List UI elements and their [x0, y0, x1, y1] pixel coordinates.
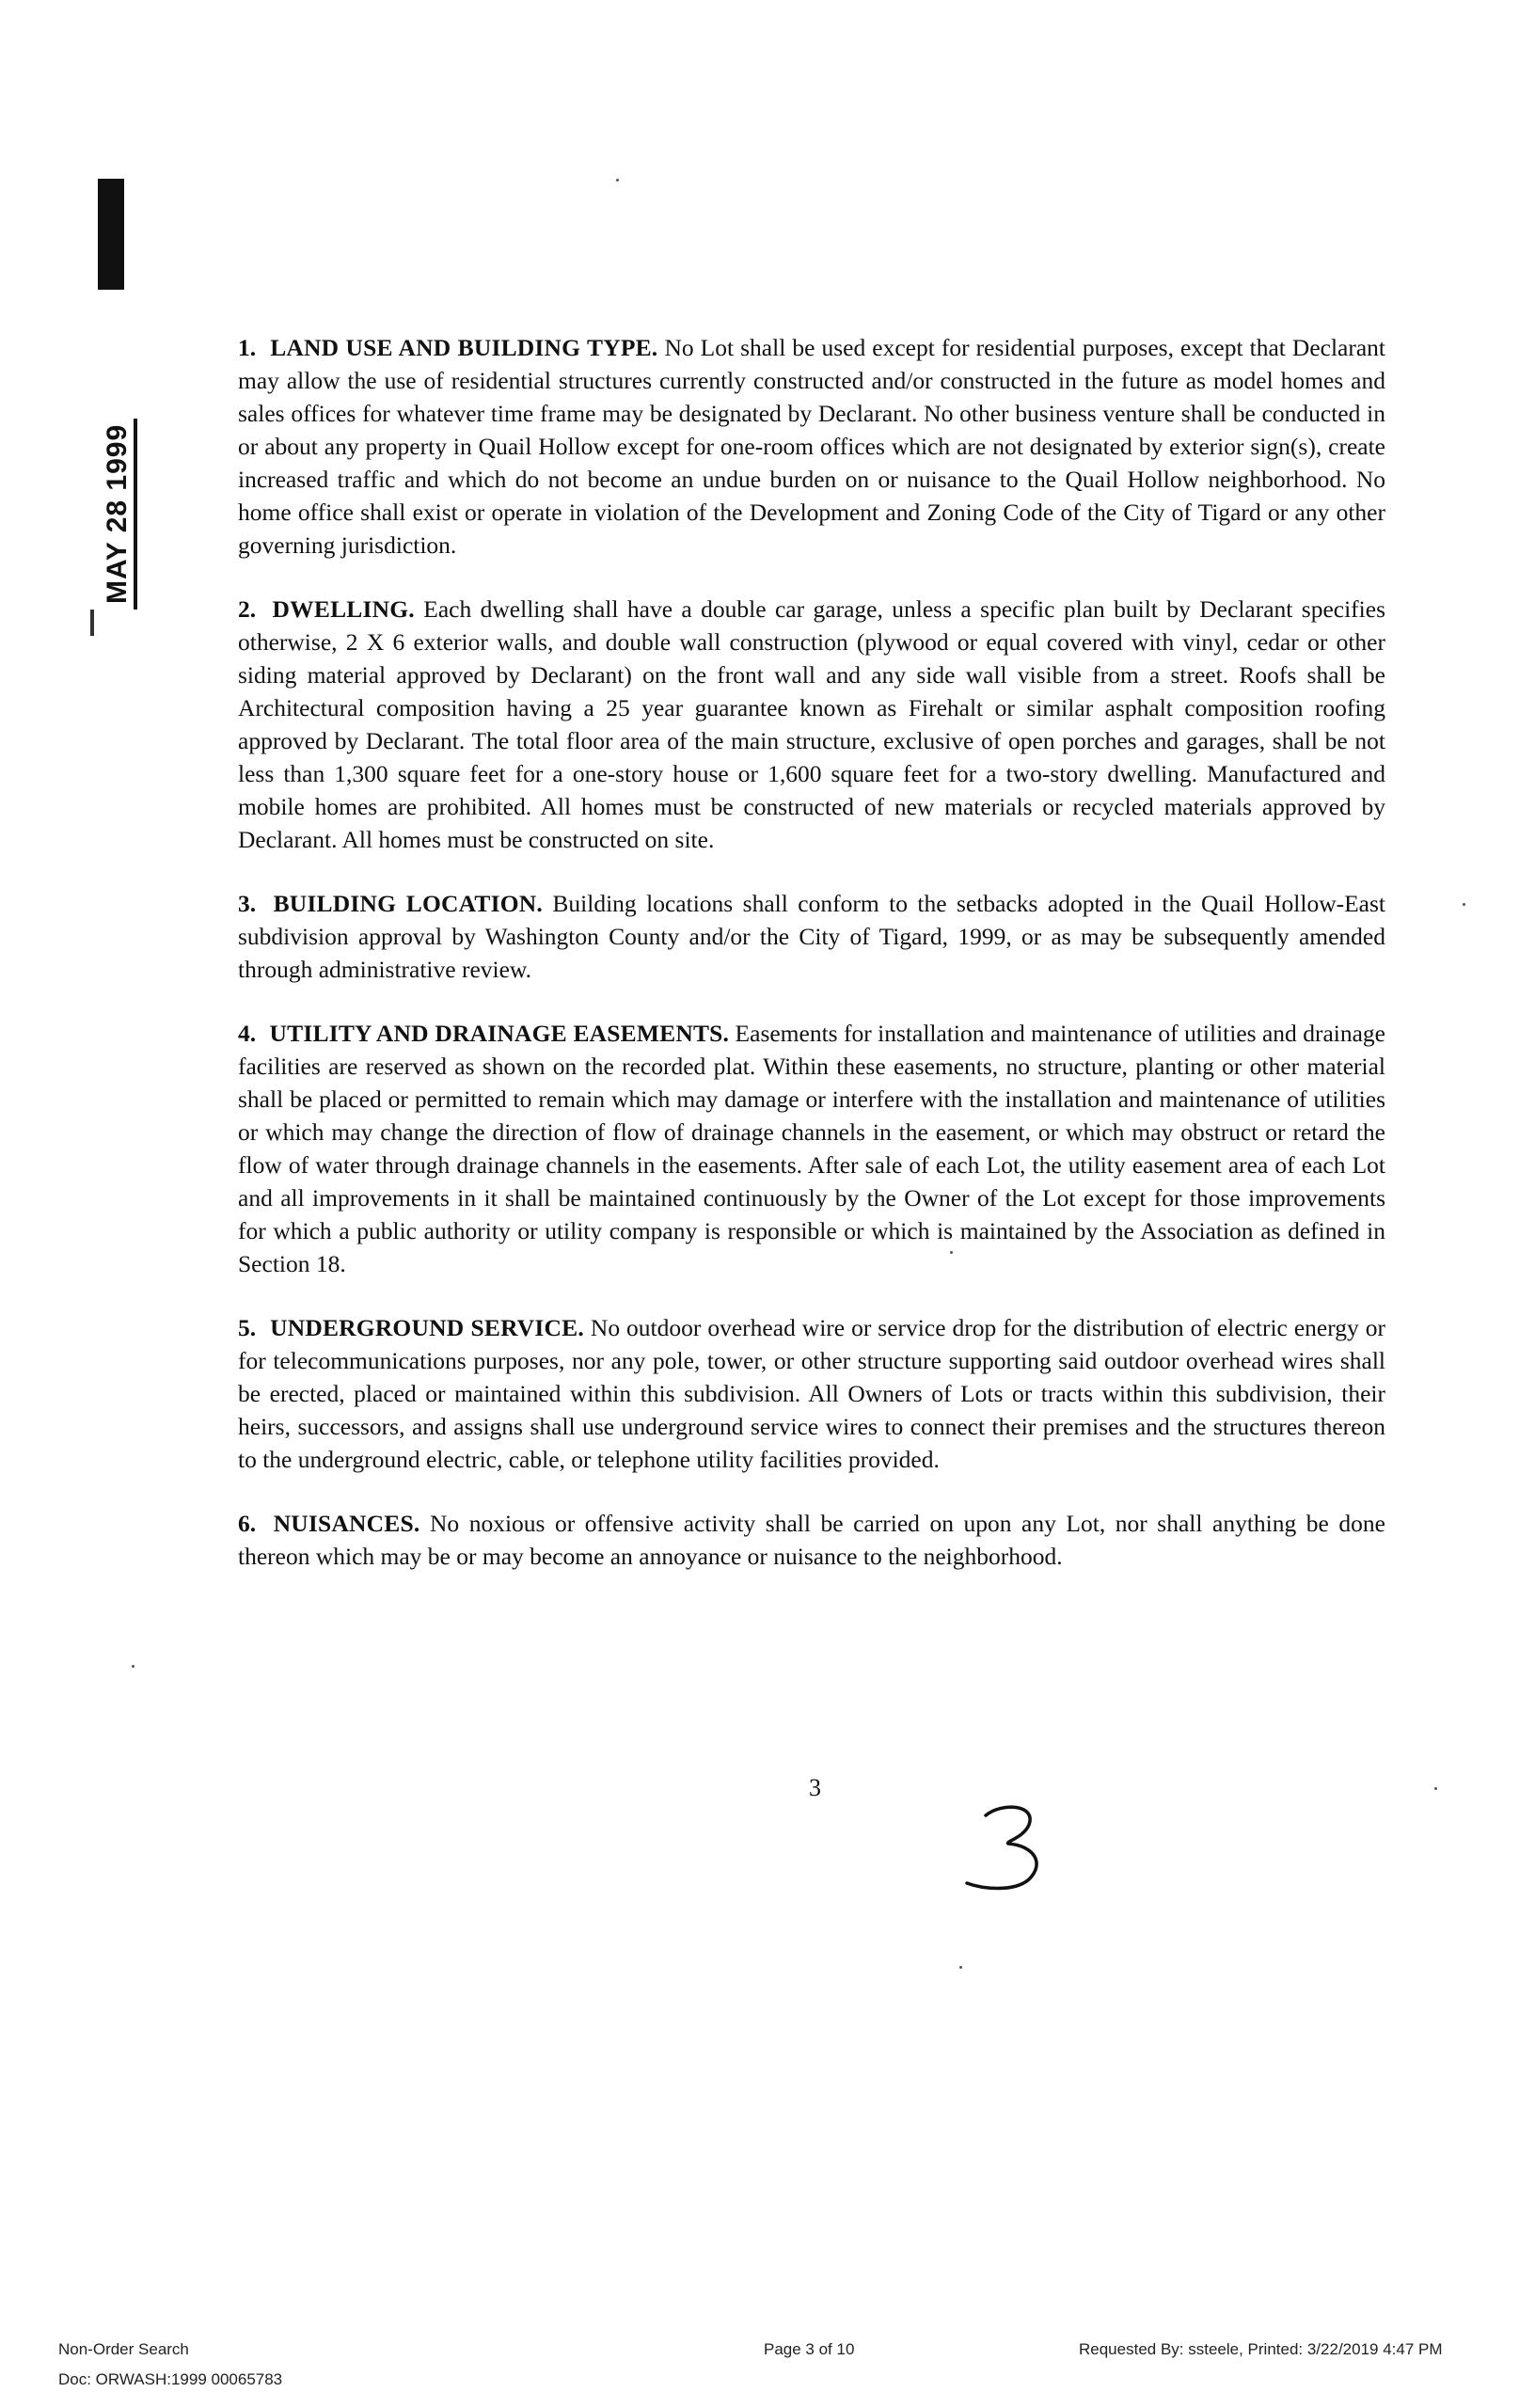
section-heading: UNDERGROUND SERVICE.	[270, 1314, 584, 1341]
section-dwelling	[238, 593, 1385, 856]
document-body	[238, 331, 1385, 1604]
section-underground-service	[238, 1311, 1385, 1476]
section-body: No outdoor overhead wire or service drop for the distribution of electric energy or for telecommunications purposes, nor any pole, tower, or other structure supporting said outdoor overhead wires shall be erected, placed or maintained within this subdivision. All Owners of Lots or tracts within this subdivision, their heirs, successors, and assigns shall use underground service wires to connect their premises and the structures thereon to the underground electric, cable, or telephone utility facilities provided.	[238, 1314, 1385, 1473]
section-number: 1.	[238, 334, 257, 361]
stamp-tick	[90, 610, 94, 636]
section-body: No noxious or offensive activity shall be carried on upon any Lot, nor shall anything be done thereon which may be or may become an annoyance or nuisance to the neighborhood.	[238, 1510, 1385, 1570]
page-number: 3	[809, 1774, 821, 1801]
stamp-date: MAY 28 1999	[102, 419, 137, 610]
section-land-use	[238, 331, 1385, 562]
section-number: 6.	[238, 1510, 257, 1537]
section-heading: BUILDING LOCATION.	[273, 890, 543, 917]
section-body: No Lot shall be used except for residential purposes, except that Declarant may allow the use of residential structures currently constructed and/or constructed in the future as model homes and sales offices for whatever time frame may be designated by Declarant. No other business venture shall be conducted in or about any property in Quail Hollow except for one-room offices which are not designated by exterior sign(s), create increased traffic and which do not become an undue burden on or nuisance to the Quail Hollow neighborhood. No home office shall exist or operate in violation of the Development and Zoning Code of the City of Tigard or any other governing jurisdiction.	[238, 334, 1386, 559]
footer-search-type: Non-Order Search	[58, 2340, 189, 2358]
section-number: 5.	[238, 1314, 257, 1341]
footer-page-of: Page 3 of 10	[764, 2340, 855, 2358]
section-heading: LAND USE AND BUILDING TYPE.	[270, 334, 658, 361]
handwritten-page-number	[959, 1795, 1063, 1898]
scan-speck	[959, 1966, 962, 1969]
section-number: 3.	[238, 890, 257, 917]
footer-requested-by: Requested By: ssteele, Printed: 3/22/2019 4:47 PM	[1079, 2340, 1443, 2358]
section-number: 2.	[238, 595, 257, 623]
section-nuisances	[238, 1507, 1385, 1573]
section-utility-easements	[238, 1017, 1385, 1280]
section-heading: NUISANCES.	[273, 1510, 420, 1537]
section-heading: UTILITY AND DRAINAGE EASEMENTS.	[269, 1020, 730, 1047]
scan-speck	[132, 1665, 135, 1668]
section-building-location	[238, 887, 1385, 986]
scan-speck	[1434, 1787, 1437, 1790]
scan-speck	[950, 1251, 953, 1254]
scan-speck	[616, 179, 619, 182]
stamp-bar	[98, 179, 124, 290]
scan-speck	[1463, 903, 1465, 906]
recording-stamp	[53, 179, 137, 604]
section-body: Easements for installation and maintenance of utilities and drainage facilities are reserved as shown on the recorded plat. Within these easements, no structure, planting or other material shall be placed or permitted to remain which may damage or interfere with the installation and maintenance of utilities or which may change the direction of flow of drainage channels in the easement, or which may obstruct or retard the flow of water through drainage channels in the easements. After sale of each Lot, the utility easement area of each Lot and all improvements in it shall be maintained continuously by the Owner of the Lot except for those improvements for which a public authority or utility company is responsible or which is maintained by the Association as defined in Section 18.	[238, 1020, 1386, 1277]
section-heading: DWELLING.	[272, 595, 415, 623]
footer-doc-id: Doc: ORWASH:1999 00065783	[58, 2370, 283, 2388]
section-number: 4.	[238, 1020, 257, 1047]
section-body: Each dwelling shall have a double car garage, unless a specific plan built by Declarant specifies otherwise, 2 X 6 exterior walls, and double wall construction (plywood or equal covered with vinyl, cedar or other siding material approved by Declarant) on the front wall and any side wall visible from a street. Roofs shall be Architectural composition having a 25 year guarantee known as Firehalt or similar asphalt composition roofing approved by Declarant. The total floor area of the main structure, exclusive of open porches and garages, shall be not less than 1,300 square feet for a one-story house or 1,600 square feet for a two-story dwelling. Manufactured and mobile homes are prohibited. All homes must be constructed of new materials or recycled materials approved by Declarant. All homes must be constructed on site.	[238, 595, 1385, 853]
section-body: Building locations shall conform to the setbacks adopted in the Quail Hollow-East subdivision approval by Washington County and/or the City of Tigard, 1999, or as may be subsequently amended through administrative review.	[238, 890, 1386, 983]
